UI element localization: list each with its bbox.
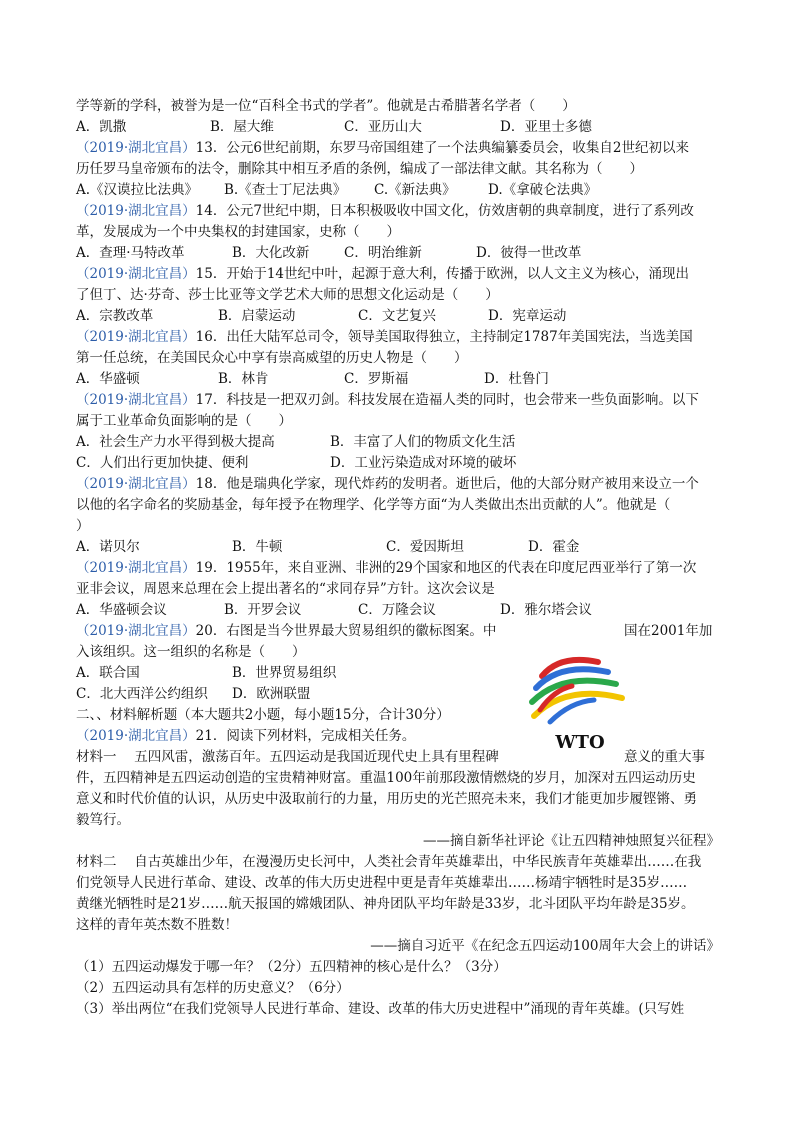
q19-option-d[interactable]: D．雅尔塔会议	[500, 602, 592, 618]
q19-option-b[interactable]: B．开罗会议	[224, 602, 302, 618]
q16-option-d[interactable]: D．杜鲁门	[484, 371, 549, 387]
q20-source: （2019·湖北宜昌）	[76, 623, 196, 639]
q18-source: （2019·湖北宜昌）	[76, 476, 196, 492]
q15-option-b[interactable]: B．启蒙运动	[218, 308, 296, 324]
q19-stem-line2: 亚非会议，周恩来总理在会上提出著名的“求同存异”方针。这次会议是	[76, 581, 495, 597]
q17-option-b[interactable]: B．丰富了人们的物质文化生活	[330, 434, 516, 450]
q12-option-b[interactable]: B．屋大维	[210, 119, 274, 135]
q20-stem-line1a	[76, 621, 496, 641]
q19-text: 19．1955年，来自亚洲、非洲的29个国家和地区的代表在印度尼西亚举行了第一次	[195, 560, 697, 576]
q18-stem-line3: ）	[76, 518, 90, 534]
q19-stem-line1	[76, 558, 696, 578]
q12-option-c[interactable]: C．亚历山大	[344, 119, 422, 135]
q16-option-b[interactable]: B．林肯	[218, 371, 269, 387]
q20-option-a[interactable]: A．联合国	[76, 665, 140, 681]
q14-stem-line2: 革，发展成为一个中央集权的封建国家，史称（ ）	[76, 224, 400, 240]
q21-intro	[76, 726, 415, 746]
q16-text: 16．出任大陆军总司令，领导美国取得独立，主持制定1787年美国宪法，当选美国	[195, 329, 693, 345]
q21-material2-line1: 材料二 自古英雄出少年，在漫漫历史长河中，人类社会青年英雄辈出，中华民族青年英雄辈出……在我	[76, 854, 702, 870]
q17-option-d[interactable]: D．工业污染造成对环境的破坏	[330, 455, 517, 471]
q21-material2-citation: ——摘自习近平《在纪念五四运动100周年大会上的讲话》	[370, 938, 720, 954]
wto-logo-image	[520, 632, 640, 756]
q15-option-d[interactable]: D．宪章运动	[488, 308, 567, 324]
q14-option-a[interactable]: A．查理·马特改革	[76, 245, 185, 261]
q16-stem-line2: 第一任总统，在美国民众心中享有崇高威望的历史人物是（ ）	[76, 350, 468, 366]
section2-heading: 二、、材料解析题（本大题共2小题，每小题15分，合计30分）	[76, 707, 450, 723]
q21-material1-line2: 件，五四精神是五四运动创造的宝贵精神财富。重温100年前那段激情燃烧的岁月，加深对五四运动历史	[76, 770, 696, 786]
q21-material1-citation: ——摘自新华社评论《让五四精神烛照复兴征程》	[423, 833, 720, 849]
q19-option-a[interactable]: A．华盛顿会议	[76, 602, 167, 618]
q14-option-c[interactable]: C．明治维新	[344, 245, 422, 261]
q21-material2-line3: 黄继光牺牲时是21岁……航天报国的嫦娥团队、神舟团队平均年龄是33岁，北斗团队平均年龄是35岁。	[76, 896, 695, 912]
q13-source: （2019·湖北宜昌）	[76, 140, 196, 156]
q13-stem-line1	[76, 138, 689, 158]
q12-tail: 学等新的学科，被誉为是一位“百科全书式的学者”。他就是古希腊著名学者（ ）	[76, 98, 576, 114]
q20-option-b[interactable]: B．世界贸易组织	[232, 665, 337, 681]
q18-stem-line1	[76, 474, 699, 494]
q12-option-d[interactable]: D．亚里士多德	[500, 119, 592, 135]
q14-text: 14．公元7世纪中期，日本积极吸收中国文化，仿效唐朝的典章制度，进行了系列改	[195, 203, 694, 219]
q17-option-c[interactable]: C．人们出行更加快捷、便利	[76, 455, 249, 471]
q21-material1-line1b: 意义的重大事	[624, 749, 705, 765]
q21-material1-line3: 意义和时代价值的认识，从历史中汲取前行的力量，用历史的光芒照亮未来，我们才能更加步履铿锵、勇	[76, 791, 697, 807]
q16-stem-line1	[76, 327, 693, 347]
q20-stem-line2: 入该组织。这一组织的名称是（ ）	[76, 644, 306, 660]
wto-logo-icon	[520, 632, 640, 756]
q17-text: 17．科技是一把双刃剑。科技发展在造福人类的同时，也会带来一些负面影响。以下	[195, 392, 699, 408]
q13-text: 13．公元6世纪前期，东罗马帝国组建了一个法典编纂委员会，收集自2世纪初以来	[195, 140, 690, 156]
q17-source: （2019·湖北宜昌）	[76, 392, 196, 408]
q16-option-a[interactable]: A．华盛顿	[76, 371, 140, 387]
q19-option-c[interactable]: C．万隆会议	[358, 602, 436, 618]
q14-stem-line1	[76, 201, 694, 221]
q18-option-a[interactable]: A．诺贝尔	[76, 539, 140, 555]
q21-material1-line1a: 材料一 五四风雷，激荡百年。五四运动是我国近现代史上具有里程碑	[76, 749, 499, 765]
q15-text: 15．开始于14世纪中叶，起源于意大利，传播于欧洲，以人文主义为核心，涌现出	[195, 266, 690, 282]
q21-material2-line4: 这样的青年英杰数不胜数！	[76, 917, 238, 933]
q15-stem-line1	[76, 264, 689, 284]
q17-stem-line2: 属于工业革命负面影响的是（ ）	[76, 413, 292, 429]
q15-source: （2019·湖北宜昌）	[76, 266, 196, 282]
q16-source: （2019·湖北宜昌）	[76, 329, 196, 345]
q13-option-c[interactable]: C.《新法典》	[374, 182, 456, 198]
q21-task2: （2）五四运动具有怎样的历史意义？（6分）	[76, 980, 350, 996]
q19-source: （2019·湖北宜昌）	[76, 560, 196, 576]
q21-task3: （3）举出两位“在我们党领导人民进行革命、建设、改革的伟大历史进程中”涌现的青年英雄。(只写姓	[76, 1001, 685, 1017]
q18-option-d[interactable]: D．霍金	[528, 539, 580, 555]
q18-option-b[interactable]: B．牛顿	[232, 539, 283, 555]
q13-option-a[interactable]: A.《汉谟拉比法典》	[76, 182, 199, 198]
q13-option-d[interactable]: D.《拿破仑法典》	[488, 182, 598, 198]
q21-text: 21．阅读下列材料，完成相关任务。	[195, 728, 416, 744]
q17-option-a[interactable]: A．社会生产力水平得到极大提高	[76, 434, 275, 450]
q12-option-a[interactable]: A．凯撒	[76, 119, 127, 135]
q17-stem-line1	[76, 390, 699, 410]
q20-option-d[interactable]: D．欧洲联盟	[232, 686, 311, 702]
q18-option-c[interactable]: C．爱因斯坦	[386, 539, 464, 555]
q14-option-b[interactable]: B．大化改新	[232, 245, 310, 261]
q18-stem-line2: 以他的名字命名的奖励基金，每年授予在物理学、化学等方面“为人类做出杰出贡献的人”。他就是（	[76, 497, 671, 513]
q20-stem-line1b: 国在2001年加	[624, 623, 713, 639]
q15-stem-line2: 了但丁、达·芬奇、莎士比亚等文学艺术大师的思想文化运动是（ ）	[76, 287, 499, 303]
q21-source: （2019·湖北宜昌）	[76, 728, 196, 744]
q13-option-b[interactable]: B.《查士丁尼法典》	[224, 182, 347, 198]
q21-material1-line4: 毅笃行。	[76, 812, 130, 828]
q20-option-c[interactable]: C．北大西洋公约组织	[76, 686, 208, 702]
q21-material2-line2: 们党领导人民进行革命、建设、改革的伟大历史进程中更是青年英雄辈出……杨靖宇牺牲时是35岁……	[76, 875, 688, 891]
wto-logo-text: WTO	[555, 732, 605, 753]
q13-stem-line2: 历任罗马皇帝颁布的法令，删除其中相互矛盾的条例，编成了一部法律文献。其名称为（ ）	[76, 161, 643, 177]
q20-text: 20．右图是当今世界最大贸易组织的徽标图案。中	[195, 623, 497, 639]
q18-text: 18．他是瑞典化学家，现代炸药的发明者。逝世后，他的大部分财产被用来设立一个	[195, 476, 699, 492]
q14-option-d[interactable]: D．彼得一世改革	[476, 245, 582, 261]
q16-option-c[interactable]: C．罗斯福	[344, 371, 409, 387]
q21-task1: （1）五四运动爆发于哪一年？（2分）五四精神的核心是什么？（3分）	[76, 959, 507, 975]
q15-option-a[interactable]: A．宗教改革	[76, 308, 154, 324]
q15-option-c[interactable]: C．文艺复兴	[358, 308, 436, 324]
q14-source: （2019·湖北宜昌）	[76, 203, 196, 219]
